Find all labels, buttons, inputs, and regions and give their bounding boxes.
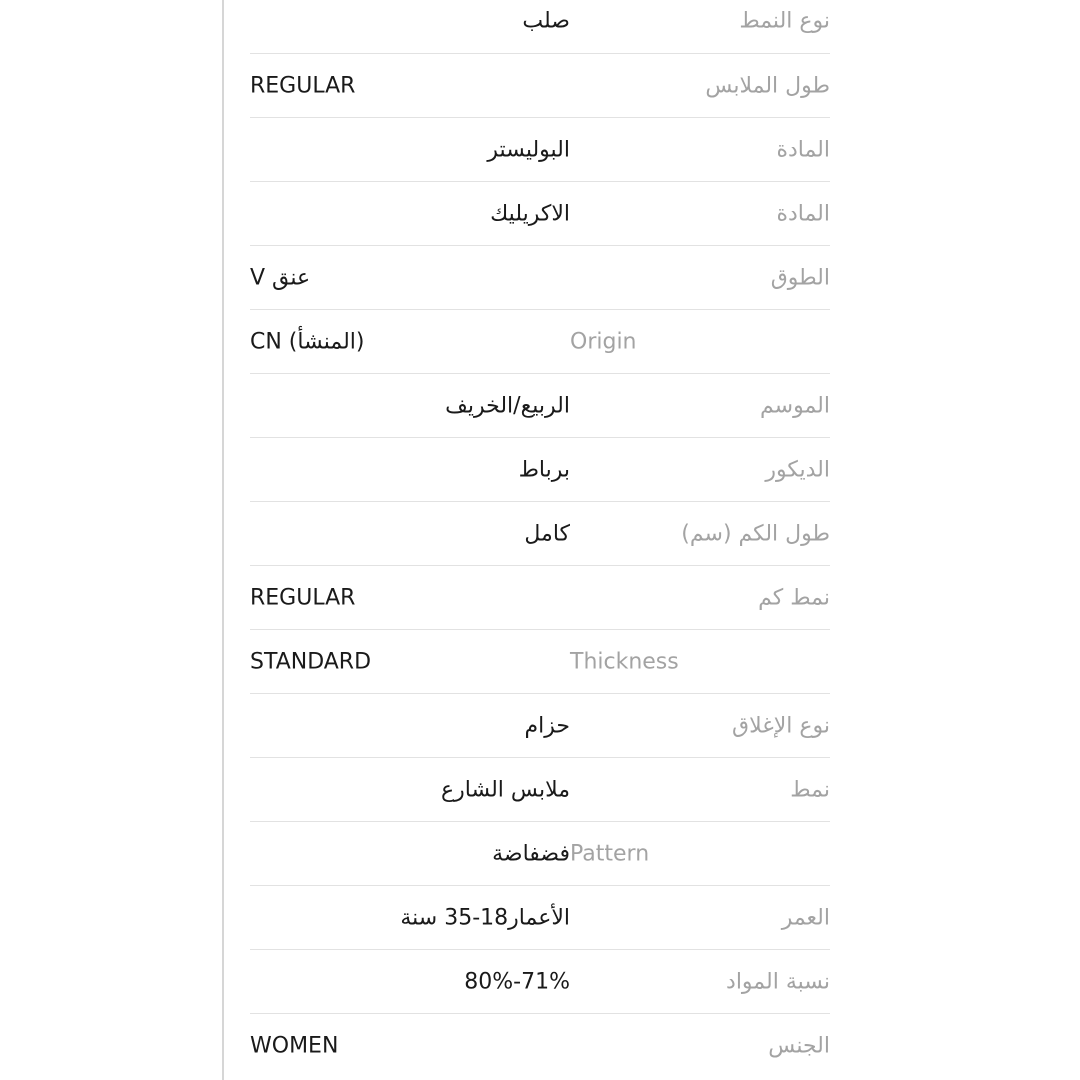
spec-row-closure-type: [250, 694, 830, 758]
spec-label: المادة: [776, 137, 830, 162]
spec-value: الربيع/الخريف: [445, 393, 570, 418]
spec-value: عنق V: [250, 265, 311, 290]
spec-value: صلب: [522, 8, 570, 33]
spec-label: Pattern: [570, 841, 650, 866]
spec-value: كامل: [524, 521, 570, 546]
spec-row-clothing-length: [250, 54, 830, 118]
spec-row-age: [250, 886, 830, 950]
spec-label: الطوق: [770, 265, 830, 290]
spec-row-material: [250, 118, 830, 182]
spec-value: البوليستر: [487, 137, 570, 162]
spec-label: نوع النمط: [739, 8, 830, 33]
spec-value: CN (المنشأ): [250, 329, 365, 354]
spec-label: طول الملابس: [705, 73, 830, 98]
spec-label: نمط كم: [758, 585, 830, 610]
spec-label: الديكور: [765, 457, 830, 482]
spec-label: نسبة المواد: [726, 969, 830, 994]
spec-row-season: [250, 374, 830, 438]
spec-label: العمر: [781, 905, 830, 930]
spec-label: المادة: [776, 201, 830, 226]
spec-row-decoration: [250, 438, 830, 502]
spec-row-gender: [250, 1014, 830, 1078]
spec-label: الموسم: [760, 393, 830, 418]
spec-row-sleeve-length: [250, 502, 830, 566]
spec-value: REGULAR: [250, 73, 356, 98]
spec-value: الأعمار18-35 سنة: [400, 905, 570, 930]
left-border-divider: [222, 0, 224, 1080]
spec-value: ملابس الشارع: [441, 777, 570, 802]
product-spec-list: [250, 0, 830, 1078]
spec-row-pattern-type: [250, 0, 830, 54]
spec-value: WOMEN: [250, 1033, 339, 1059]
spec-value: REGULAR: [250, 585, 356, 610]
spec-value: برباط: [518, 457, 570, 482]
spec-label: طول الكم (سم): [681, 521, 830, 546]
spec-row-style: [250, 758, 830, 822]
spec-row-material-2: [250, 182, 830, 246]
spec-value: STANDARD: [250, 649, 372, 674]
spec-row-fit-pattern: [250, 822, 830, 886]
spec-label: نوع الإغلاق: [732, 713, 830, 738]
spec-row-collar: [250, 246, 830, 310]
spec-label: الجنس: [768, 1033, 830, 1059]
spec-value: فضفاضة: [492, 841, 570, 866]
spec-value: الاكريليك: [490, 201, 570, 226]
spec-row-material-ratio: [250, 950, 830, 1014]
spec-row-origin: [250, 310, 830, 374]
spec-label: نمط: [790, 777, 830, 802]
spec-value: حزام: [524, 713, 570, 738]
spec-value: 71%-80%: [464, 969, 570, 994]
spec-row-sleeve-style: [250, 566, 830, 630]
spec-label: Origin: [570, 329, 637, 354]
spec-row-thickness: [250, 630, 830, 694]
spec-label: Thickness: [570, 649, 679, 674]
